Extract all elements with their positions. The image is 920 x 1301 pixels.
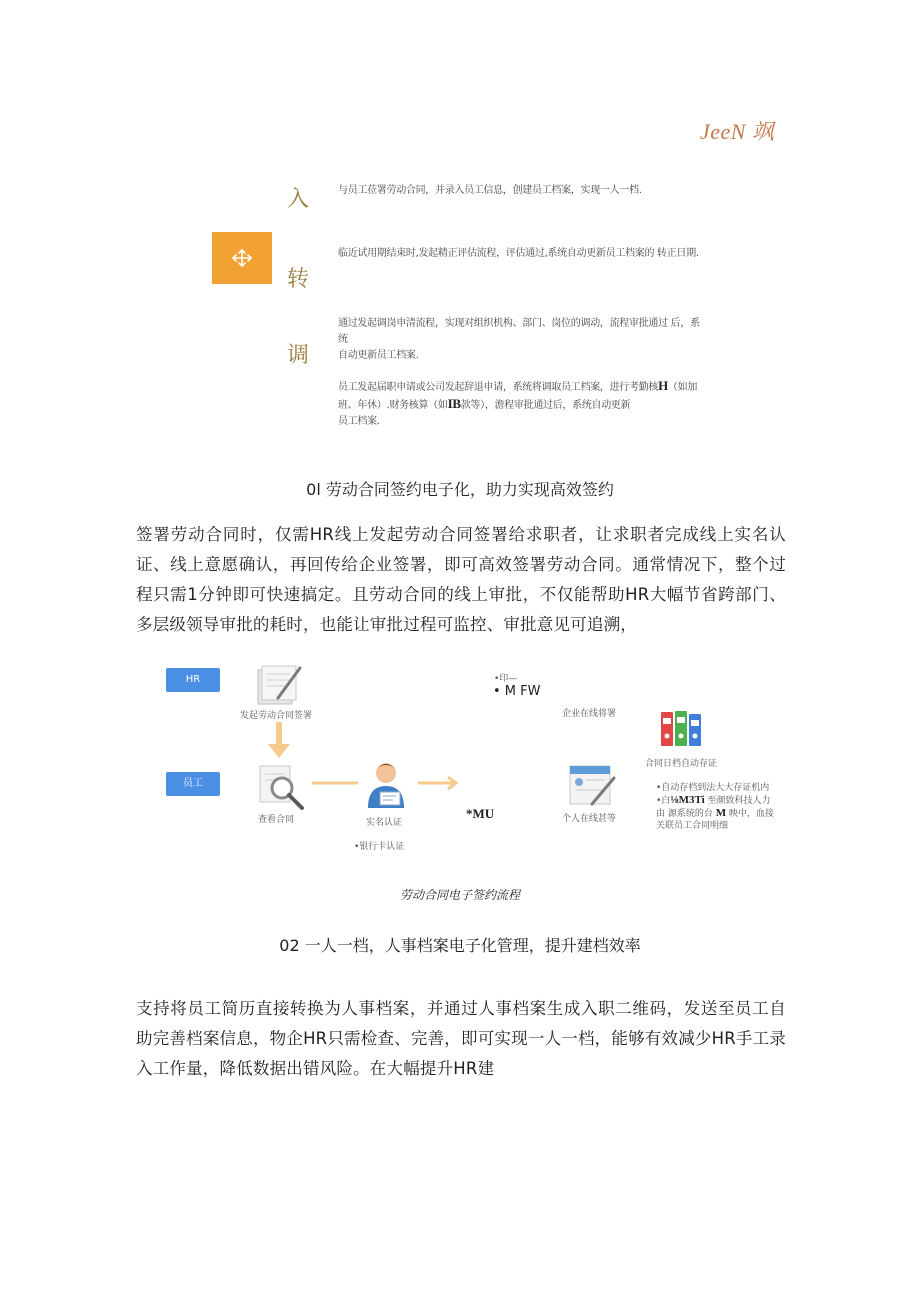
- flow-caption: 劳动合同电子签约流程: [399, 888, 520, 902]
- process-icon-box: [212, 232, 272, 284]
- hr-role-tag: HR: [166, 668, 220, 692]
- personal-sign-doc-icon: [566, 762, 618, 808]
- mu-label: *MU: [466, 806, 495, 821]
- realname-auth-label: 实名认证: [366, 818, 403, 828]
- archive-note-2b: ⅛M3Ti: [670, 794, 705, 806]
- stage-leave-desc-line2: [338, 396, 718, 414]
- bank-card-auth-label: •银行卡认证: [354, 842, 405, 852]
- archive-notes: [656, 782, 774, 832]
- section2-title: 02 一人一档，人事档案电子化管理，提升建档效率: [279, 936, 641, 955]
- stage-leave-text-1a: 员工发起届职申请或公司发起辞退申请，系统将调取员工档案，进行考勤核: [338, 382, 659, 393]
- archive-note-3c: 映中，血接: [726, 809, 774, 819]
- stage-entry-desc: 与员工莅署劳动合同，并录入员工信息，创建员工档案，实现一人一档.: [338, 185, 642, 196]
- stage-leave-bold-2: IB: [447, 396, 461, 411]
- stage-transfer-desc-line2: 自动更新员工档案.: [338, 350, 419, 361]
- section1-title: 0l 劳动合同签约电子化，助力实现高效签约: [306, 480, 614, 499]
- archive-note-3: [656, 807, 774, 820]
- archive-note-3b: M: [715, 807, 727, 819]
- archive-label: 合同日档自动存证: [645, 759, 718, 769]
- move-arrows-icon: [212, 232, 272, 284]
- enterprise-sign-label: 企业在线将署: [562, 709, 617, 719]
- archive-note-1: •自动存档到法大大存证机内: [656, 783, 770, 793]
- view-contract-label: 查看合同: [258, 815, 295, 825]
- stage-transfer-desc-line1: 通过发起调岗申清流程，实现对组织机构、部门、岗位的调动，流程审批通过 后，系统: [338, 318, 700, 345]
- stage-entry-char: 入: [287, 187, 310, 212]
- stage-transfer-desc: [338, 316, 708, 364]
- archive-binders-icon: [658, 708, 708, 748]
- down-arrow-icon: [266, 722, 292, 760]
- stage-leave-text-2a: 班、年休）.财务核算（如: [338, 400, 448, 411]
- archive-note-2: [656, 794, 774, 807]
- stage-regular-desc: 临近试用期结束时,发起精正评估流程，评估通过,系统自动更新员工档案的 转正日期.: [338, 248, 699, 259]
- stage-leave-desc: [338, 378, 718, 430]
- employee-role-tag: 员工: [166, 772, 220, 796]
- stage-transfer-char: 调: [287, 343, 310, 368]
- stage-leave-text-1b: （如加: [667, 382, 698, 393]
- stage-leave-bold-1: H: [658, 378, 668, 393]
- stage-leave-desc-line1: [338, 378, 718, 396]
- right-arrow-icon: [312, 776, 360, 790]
- archive-note-3a: 由 源系统的台: [656, 809, 716, 819]
- brand-logo: JeeN 飒: [700, 119, 775, 144]
- person-verify-icon: [362, 758, 410, 810]
- view-contract-magnifier-icon: [256, 762, 308, 812]
- right-arrow-icon-2: [418, 775, 462, 791]
- contract-pen-icon: [252, 662, 308, 708]
- stage-leave-text-2b: 款等），澹程审批通过后，系统自动更新: [460, 400, 631, 411]
- stage-leave-desc-line3: 员工档案.: [338, 416, 380, 427]
- archive-note-2a: •白: [656, 796, 671, 806]
- archive-note-2c: 至颜致科技人力: [704, 796, 771, 806]
- initiate-contract-label: 发起劳动合同签署: [240, 711, 313, 721]
- stage-regular-char: 转: [287, 267, 310, 292]
- print-label: •印—: [494, 674, 518, 684]
- section1-paragraph: 签署劳动合同时，仅需HR线上发起劳动合同签署给求职者，让求职者完成线上实名认证、线上意愿确认，再回传给企业签署，即可高效签署劳动合同。通常情况下，整个过程只需1分钟即可快速搞定。且劳动合同的线上审批，不仅能帮助HR大幅节省跨部门、多层级领导审批的耗时，也能让审批过程可监控、审批意见可追溯，: [136, 525, 786, 634]
- archive-note-4: 关联员工合同明细: [656, 821, 729, 831]
- mfw-label: • M FW: [493, 684, 541, 699]
- section2-paragraph: 支持将员工简历直接转换为人事档案，并通过人事档案生成入职二维码，发送至员工自助完善档案信息，物企HR只需检查、完善，即可实现一人一档，能够有效减少HR手工录入工作量，降低数据出错风险。在大幅提升HR建: [136, 999, 786, 1078]
- personal-sign-label: 个人在线甚等: [562, 814, 617, 824]
